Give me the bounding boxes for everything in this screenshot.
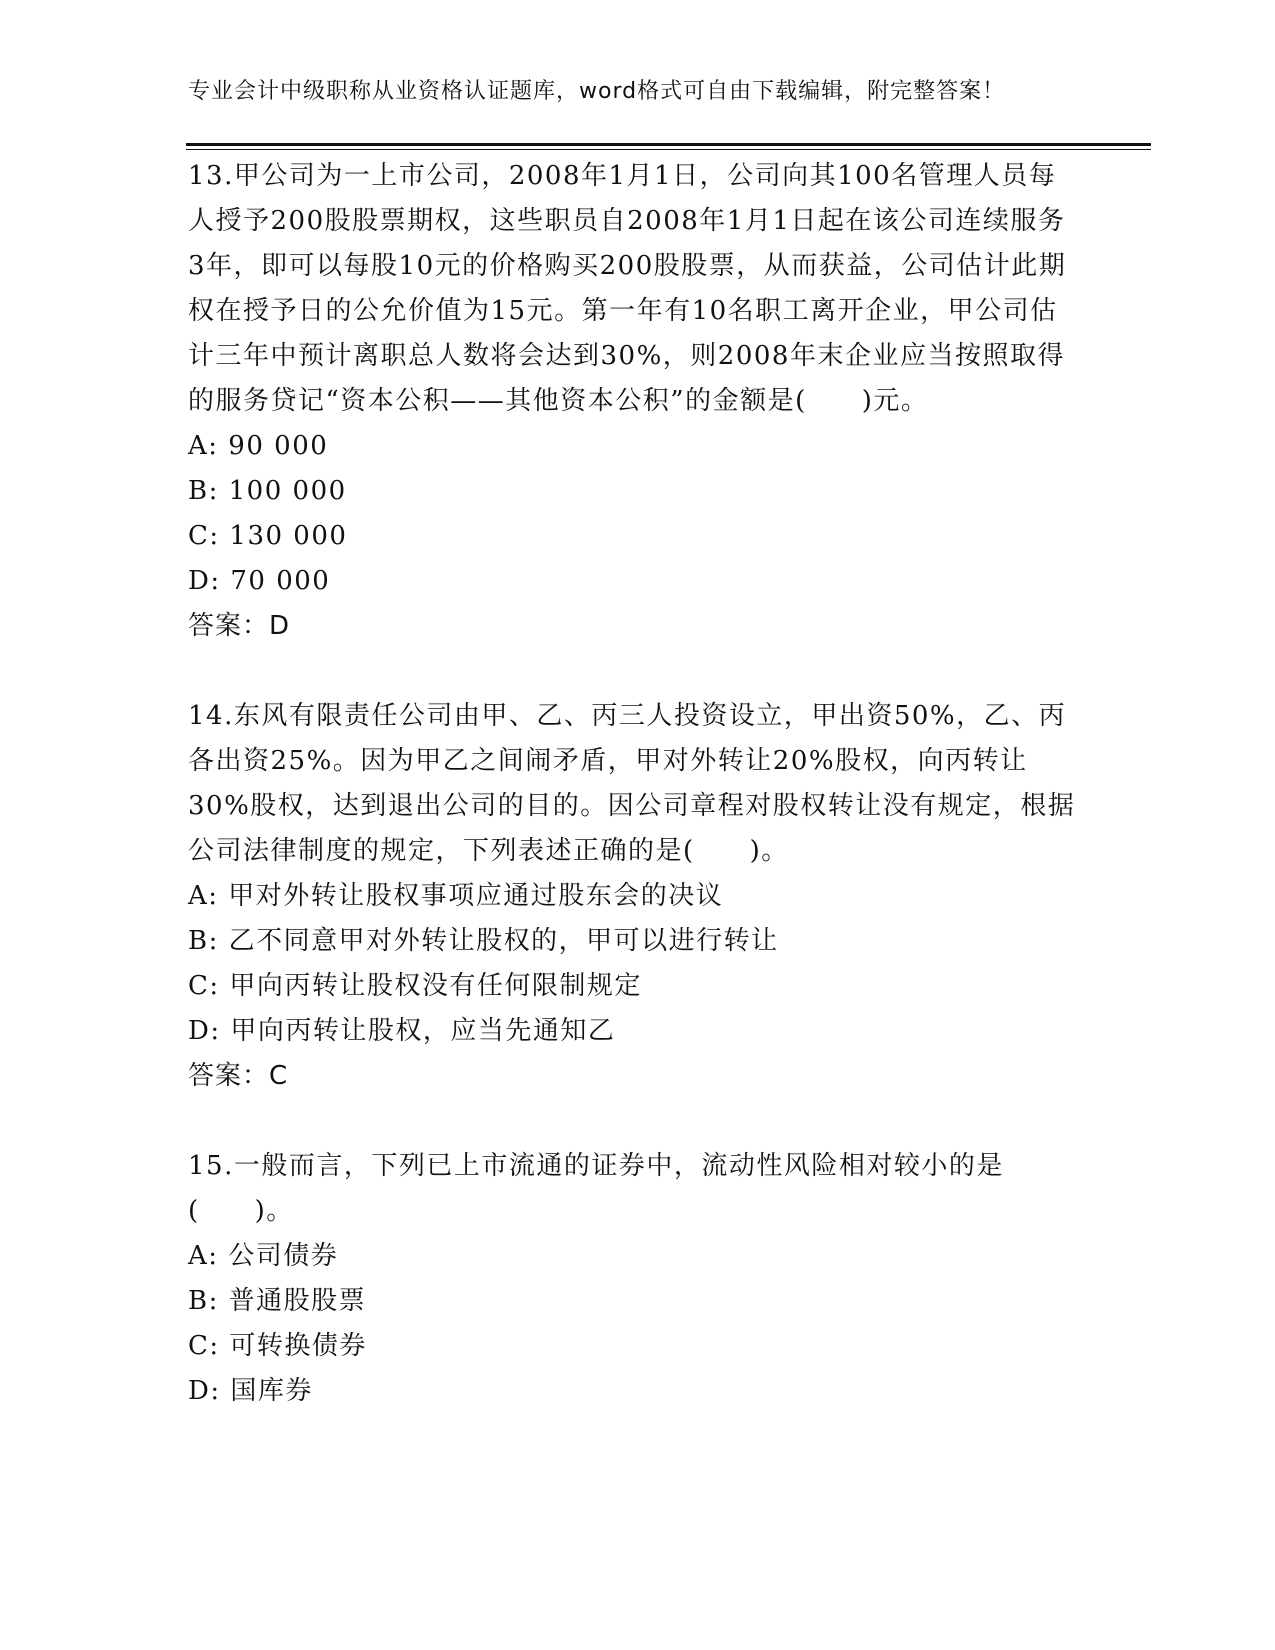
question-text: 15.一般而言，下列已上市流通的证券中，流动性风险相对较小的是( )。 [188,1151,1004,1226]
option-b: B: 普通股股票 [188,1286,367,1316]
question-list [188,154,1078,1414]
option-b: B: 乙不同意甲对外转让股权的，甲可以进行转让 [188,926,779,956]
option-c: C: 甲向丙转让股权没有任何限制规定 [188,971,642,1001]
option-c: C: 可转换债券 [188,1331,367,1361]
option-d: D: 甲向丙转让股权，应当先通知乙 [188,1016,616,1046]
page-header: 专业会计中级职称从业资格认证题库，word格式可自由下载编辑，附完整答案！ [188,79,1006,104]
question-spacer [188,1099,1078,1144]
option-b: B: 100 000 [188,476,347,506]
option-d: D: 国库券 [188,1376,313,1406]
question-15 [188,1144,1078,1414]
option-a: A: 公司债券 [188,1241,339,1271]
answer-label: 答案：C [188,1061,289,1091]
question-14 [188,694,1078,1099]
question-13 [188,154,1078,649]
header-rule-thick [186,143,1151,146]
option-d: D: 70 000 [188,566,331,596]
option-a: A: 甲对外转让股权事项应通过股东会的决议 [188,881,724,911]
question-text: 13.甲公司为一上市公司，2008年1月1日，公司向其100名管理人员每人授予200股股票期权，这些职员自2008年1月1日起在该公司连续服务3年，即可以每股10元的价格购买200股股票，从而获益，公司估计此期权在授予日的公允价值为15元。第一年有10名职工离开企业，甲公司估计三年中预计离职总人数将会达到30%，则2008年末企业应当按照取得的服务贷记“资本公积——其他资本公积”的金额是( )元。 [188,161,1067,416]
answer-label: 答案：D [188,611,291,641]
question-spacer [188,649,1078,694]
option-c: C: 130 000 [188,521,348,551]
question-text: 14.东风有限责任公司由甲、乙、丙三人投资设立，甲出资50%，乙、丙各出资25%。因为甲乙之间闹矛盾，甲对外转让20%股权，向丙转让30%股权，达到退出公司的目的。因公司章程对股权转让没有规定，根据公司法律制度的规定，下列表述正确的是( )。 [188,701,1076,866]
option-a: A: 90 000 [188,431,329,461]
header-rule-thin [186,149,1151,150]
